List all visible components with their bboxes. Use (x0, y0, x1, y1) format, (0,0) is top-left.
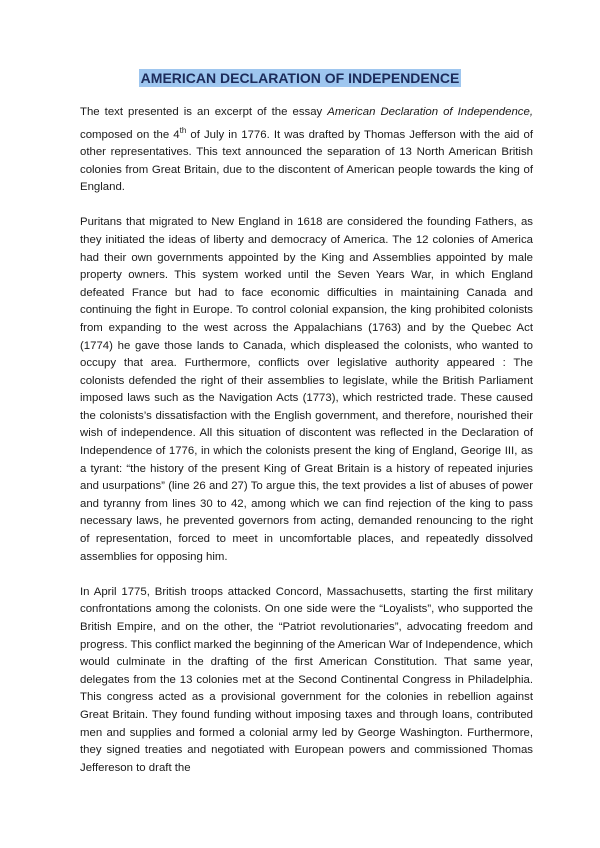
document-body (80, 104, 533, 795)
page-title: AMERICAN DECLARATION OF INDEPENDENCE (140, 70, 460, 86)
ordinal-suffix: th (179, 125, 187, 135)
intro-text-b: composed on the 4 (80, 128, 180, 141)
paragraph-war: In April 1775, British troops attacked Concord, Massachusetts, starting the first military confrontations among the colonists. On one side were the “Loyalists”, who supported the British Empire, and on the other, the “Patriot revolutionaries”, advocating freedom and progress. This conflict marked the beginning of the American War of Independence, which would culminate in the drafting of the first American Constitution. That same year, delegates from the 13 colonies met at the Second Continental Congress in Philadelphia. This congress acted as a provisional government for the colonies in rebellion against Great Britain. They found funding without imposing taxes and through loans, contributed men and supplies and formed a colonial army led by George Washington. Furthermore, they signed treaties and negotiated with European powers and commissioned Thomas Jeffereson to draft the (80, 585, 533, 774)
intro-text-a: The text presented is an excerpt of the essay (80, 106, 328, 118)
paragraph-intro (80, 104, 533, 197)
essay-title: American Declaration of Independence, (327, 106, 533, 118)
title-block (0, 70, 600, 88)
paragraph-background: Puritans that migrated to New England in 1618 are considered the founding Fathers, as they initiated the ideas of liberty and democracy of America. The 12 colonies of America had their own governments appointed by the King and Assemblies appointed by male property owners. This system worked until the Seven Years War, in which England defeated France but had to face economic difficulties in maintaining Canada and continuing the fight in Europe. To control colonial expansion, the king prohibited colonists from expanding to the west across the Appalachians (1763) and by the Quebec Act (1774) he gave those lands to Canada, which displeased the colonists, who wanted to occupy that area. Furthermore, conflicts over legislative authority appeared : The colonists defended the right of their assemblies to legislate, while the British Parliament imposed laws such as the Navigation Acts (1773), which restricted trade. These caused the colonists’s dissatisfaction with the English government, and therefore, nourished their wish of independence. All this situation of discontent was reflected in the Declaration of Independence of 1776, in which the colonists present the king of England, Georige III, as a tyrant: “the history of the present King of Great Britain is a history of repeated injuries and usurpations” (line 26 and 27) To argue this, the text provides a list of abuses of power and tyranny from lines 30 to 42, among which we can find rejection of the king to pass necessary laws, he prevented governors from acting, demanded renouncing to the right of representation, forced to meet in uncomfortable places, and repeatedly dissolved assemblies for opposing him. (80, 216, 533, 563)
intro-text-c: of July in 1776. It was drafted by Thomas Jefferson with the aid of other representatives. This text announced the separation of 13 North American British colonies from Great Britain, due to the discontent of American people towards the king of England. (80, 128, 534, 194)
